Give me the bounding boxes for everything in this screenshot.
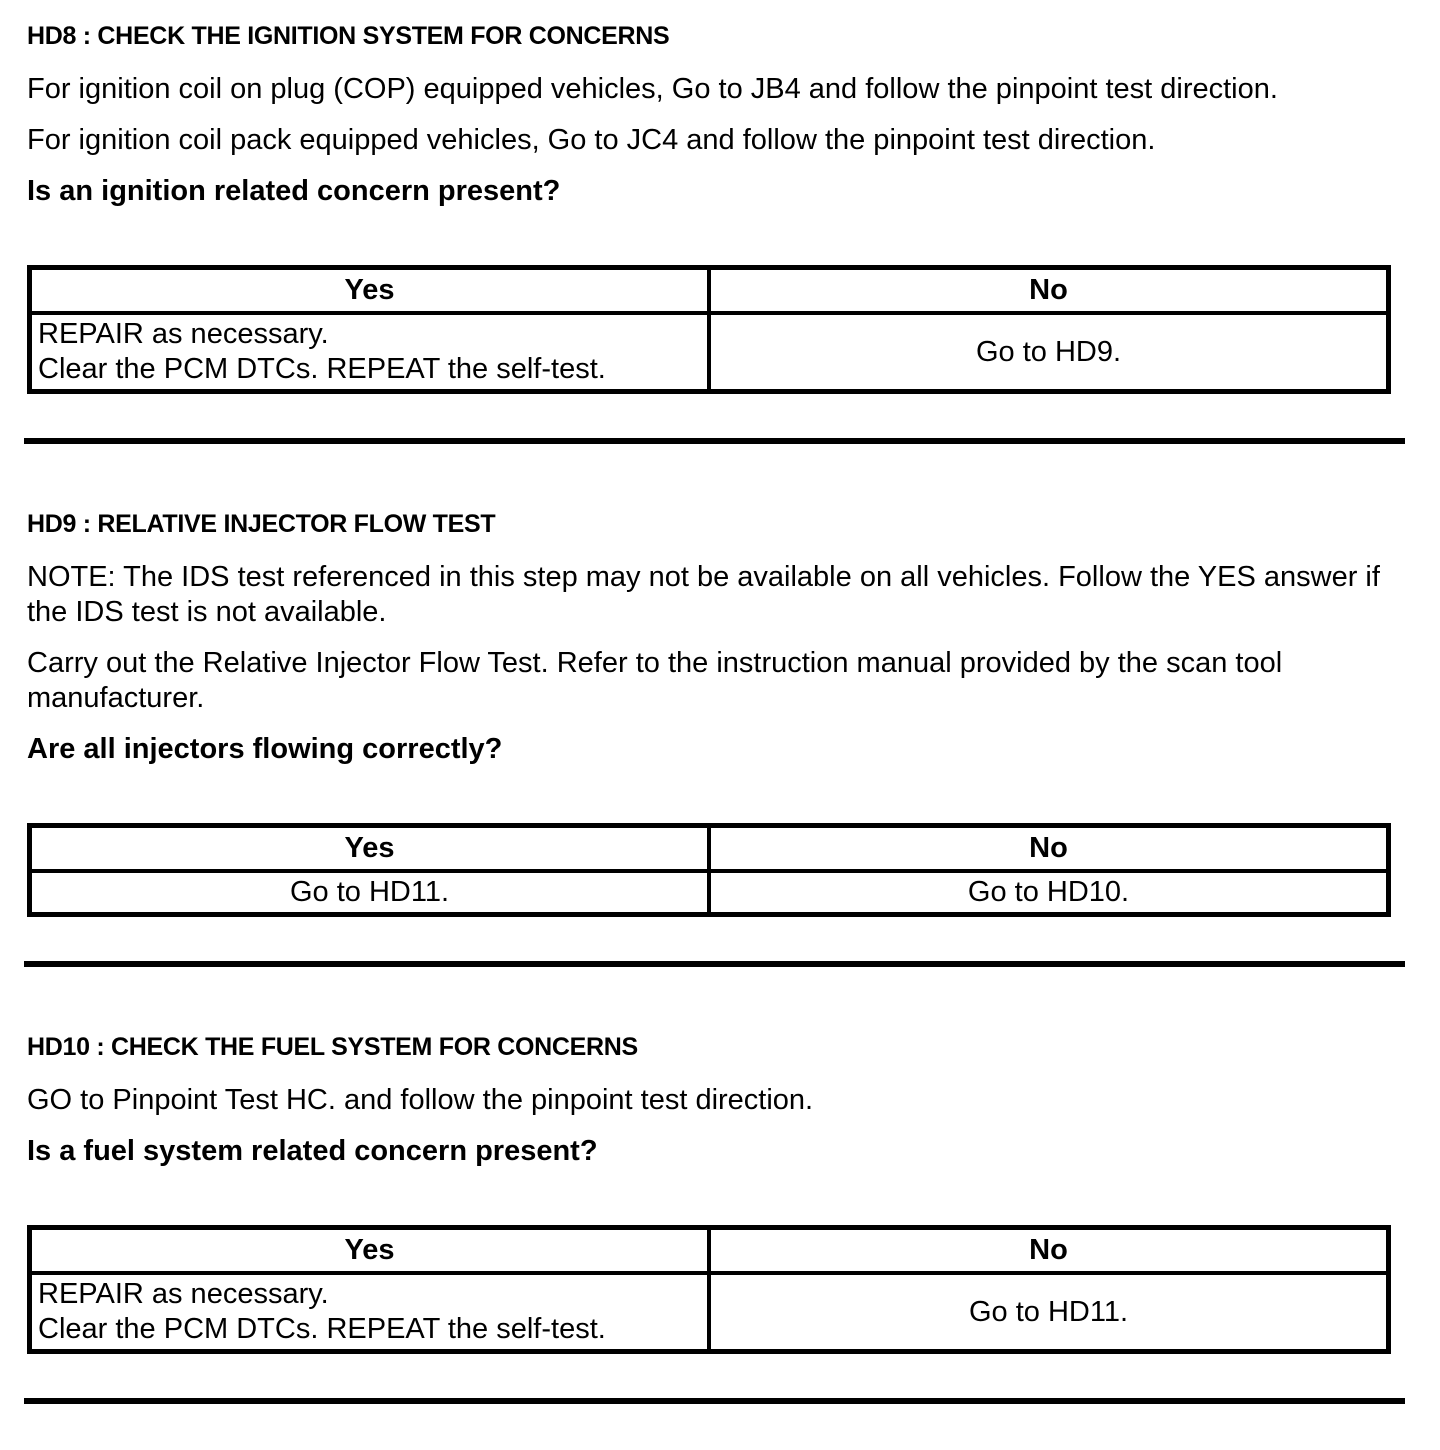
section-hd9 bbox=[27, 510, 1415, 967]
yes-header-cell: Yes bbox=[30, 826, 710, 872]
no-header-cell: No bbox=[709, 268, 1389, 314]
table-header-row bbox=[30, 1228, 1389, 1274]
section-divider bbox=[24, 961, 1405, 967]
no-action-cell: Go to HD10. bbox=[709, 871, 1389, 915]
paragraph: For ignition coil on plug (COP) equipped vehicles, Go to JB4 and follow the pinpoint test direction. bbox=[27, 73, 1278, 105]
no-header-cell: No bbox=[709, 826, 1389, 872]
paragraph: Carry out the Relative Injector Flow Test. Refer to the instruction manual provided by the scan tool manufacturer. bbox=[27, 647, 1283, 714]
paragraph: For ignition coil pack equipped vehicles, Go to JC4 and follow the pinpoint test direction. bbox=[27, 124, 1156, 156]
section-heading-hd8: HD8 : CHECK THE IGNITION SYSTEM FOR CONCERNS bbox=[27, 22, 670, 50]
section-divider bbox=[24, 438, 1405, 444]
question-text: Is an ignition related concern present? bbox=[27, 175, 561, 207]
section-hd8 bbox=[27, 22, 1415, 444]
table-header-row bbox=[30, 826, 1389, 872]
yes-header-cell: Yes bbox=[30, 1228, 710, 1274]
table-body-row bbox=[30, 1273, 1389, 1352]
yes-header-cell: Yes bbox=[30, 268, 710, 314]
table-header-row bbox=[30, 268, 1389, 314]
section-hd10 bbox=[27, 1033, 1415, 1404]
decision-table-hd10 bbox=[27, 1225, 1391, 1354]
no-action-cell: Go to HD9. bbox=[709, 313, 1389, 392]
section-heading-hd10: HD10 : CHECK THE FUEL SYSTEM FOR CONCERNS bbox=[27, 1033, 638, 1061]
question-text: Are all injectors flowing correctly? bbox=[27, 733, 503, 765]
yes-action-cell: Go to HD11. bbox=[30, 871, 710, 915]
no-action-cell: Go to HD11. bbox=[709, 1273, 1389, 1352]
yes-action-line: Clear the PCM DTCs. REPEAT the self-test. bbox=[38, 1313, 606, 1345]
yes-action-cell bbox=[30, 313, 710, 392]
section-divider bbox=[24, 1398, 1405, 1404]
paragraph: NOTE: The IDS test referenced in this step may not be available on all vehicles. Follow the YES answer if the IDS test is not available. bbox=[27, 561, 1380, 628]
decision-table-hd8 bbox=[27, 265, 1391, 394]
no-header-cell: No bbox=[709, 1228, 1389, 1274]
decision-table-hd9 bbox=[27, 823, 1391, 917]
question-text: Is a fuel system related concern present? bbox=[27, 1135, 598, 1167]
paragraph: GO to Pinpoint Test HC. and follow the pinpoint test direction. bbox=[27, 1084, 814, 1116]
yes-action-line: REPAIR as necessary. bbox=[38, 318, 329, 350]
yes-action-cell bbox=[30, 1273, 710, 1352]
table-body-row bbox=[30, 871, 1389, 915]
yes-action-line: REPAIR as necessary. bbox=[38, 1278, 329, 1310]
table-body-row bbox=[30, 313, 1389, 392]
section-heading-hd9: HD9 : RELATIVE INJECTOR FLOW TEST bbox=[27, 510, 496, 538]
yes-action-line: Clear the PCM DTCs. REPEAT the self-test. bbox=[38, 353, 606, 385]
